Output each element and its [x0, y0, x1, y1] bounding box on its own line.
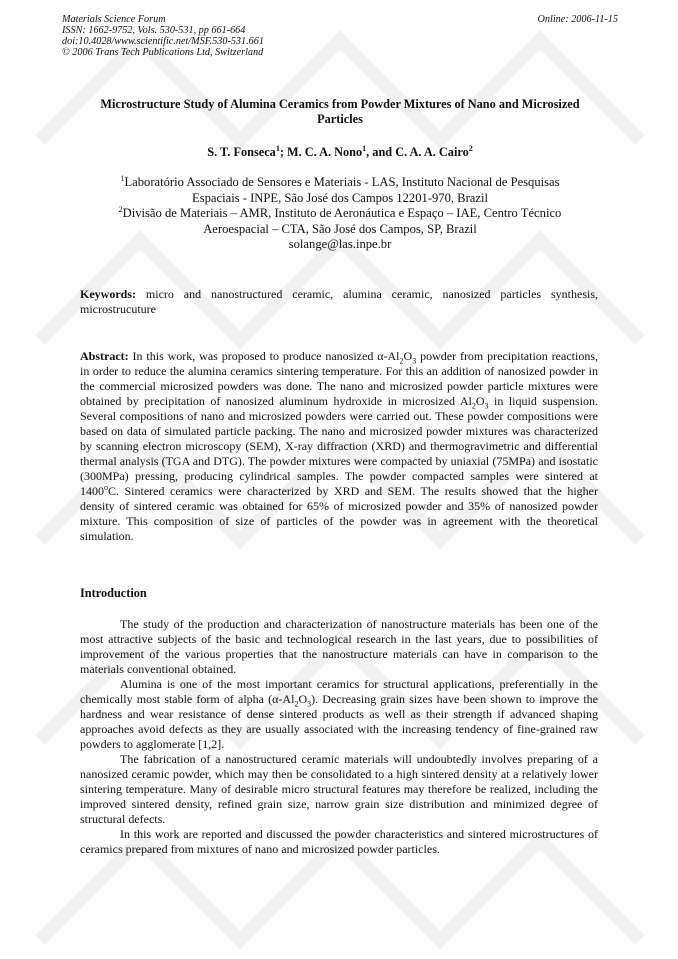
- section-heading-introduction: Introduction: [80, 586, 147, 600]
- affil-sup: 2: [118, 204, 123, 214]
- introduction-body: [80, 617, 598, 857]
- author-name: S. T. Fonseca: [207, 145, 276, 159]
- abstract-label: Abstract:: [80, 349, 129, 363]
- affiliation-1-line2: Espaciais - INPE, São José dos Campos 12201-970, Brazil: [192, 190, 488, 205]
- keywords-label: Keywords:: [80, 287, 136, 301]
- author-list: [80, 145, 600, 160]
- keywords: [80, 287, 598, 317]
- author-name: ; M. C. A. Nono: [279, 145, 363, 159]
- affiliation-2-line2: Aeroespacial – CTA, São José dos Campos, SP, Brazil: [203, 221, 477, 236]
- keywords-text: micro and nanostructured ceramic, alumina ceramic, nanosized particles synthesis, microstrucuture: [80, 287, 598, 316]
- paragraph: In this work are reported and discussed the powder characteristics and sintered microstructures of ceramics prepared from mixtures of nano and microsized powder particles.: [80, 827, 598, 856]
- author-affil-sup: 2: [468, 143, 473, 153]
- journal-name: Materials Science Forum: [62, 14, 166, 25]
- copyright-line: © 2006 Trans Tech Publications Ltd, Switzerland: [62, 47, 264, 58]
- journal-header: [62, 14, 618, 58]
- author-affil-sup: 1: [275, 143, 280, 153]
- author-name: , and C. A. A. Cairo: [366, 145, 469, 159]
- affiliations: [80, 175, 600, 253]
- author-affil-sup: 1: [362, 143, 367, 153]
- affiliation-2-line1: $^2$Divisão de Materiais – AMR, Instituto de Aeronáutica e Espaço – IAE, Centro Técnico: [118, 204, 562, 220]
- paragraph: Alumina is one of the most important ceramics for structural applications, preferentially in the chemically most stable form of alpha $(\alpha-Al_2O_3)$. Decreasing grain sizes have been shown to improve the hardness and wear resistance of dense sintered products as well as their strength if advanced shaping approaches avoid defects as they are usually associated with the increasing tendency of fine-grained raw powders to agglomerate [1,2].: [80, 677, 598, 751]
- affiliation-1-line1: $^1$Laboratório Associado de Sensores e Materiais - LAS, Instituto Nacional de Pesquisas: [120, 173, 560, 189]
- online-date: Online: 2006-11-15: [537, 14, 618, 25]
- doi-line: doi:10.4028/www.scientific.net/MSF.530-531.661: [62, 36, 264, 47]
- paragraph: The study of the production and characterization of nanostructure materials has been one of the most attractive subjects of the basic and technological research in the last years, due to possibilities of improvement of the various properties that the nanostructure materials can have in comparison to the materials conventional obtained.: [80, 617, 598, 676]
- paragraph: The fabrication of a nanostructured ceramic materials will undoubtedly involves preparing of a nanosized ceramic powder, which may then be consolidated to a high sintered density at a relatively lower sintering temperature. Many of desirable micro structural features may therefore be realized, including the improved sintered density, refined grain size, narrow grain size distribution and minimized degree of structural defects.: [80, 752, 598, 826]
- abstract: Abstract: In this work, was proposed to produce nanosized $\alpha-Al_2O_3$ powder from precipitation reactions, in order to reduce the alumina ceramics sintering temperature. For this an addition of nanosized powder in the commercial microsized powders was done. The nano and microsized powder particle mixtures were obtained by precipitation of nanosized aluminum hydroxide in microsized $Al_2O_3$ in liquid suspension. Several compositions of nano and microsized powders were carried out. These powder compositions were based on data of simulated particle packing. The nano and microsized powder mixtures was characterized by scanning electron microscopy (SEM), X-ray diffraction (XRD) and thermogravimetric and differential thermal analysis (TGA and DTG). The powder mixtures were compacted by uniaxial (75MPa) and isostatic (300MPa) pressing, producing cylindrical samples. The powder compacted samples were sintered at 1400$^o$C. Sintered ceramics were characterized by XRD and SEM. The results showed that the higher density of sintered ceramic was obtained for 65% of microsized powder and 35% of nanosized powder mixture. This composition of size of particles of the powder was in agreement with the theoretical simulation.: [80, 349, 598, 543]
- paper-title: Microstructure Study of Alumina Ceramics from Powder Mixtures of Nano and Microsized Particles: [100, 97, 580, 126]
- contact-email[interactable]: solange@las.inpe.br: [288, 237, 392, 251]
- affil-sup: 1: [120, 173, 125, 183]
- issn-line: ISSN: 1662-9752, Vols. 530-531, pp 661-664: [62, 25, 246, 36]
